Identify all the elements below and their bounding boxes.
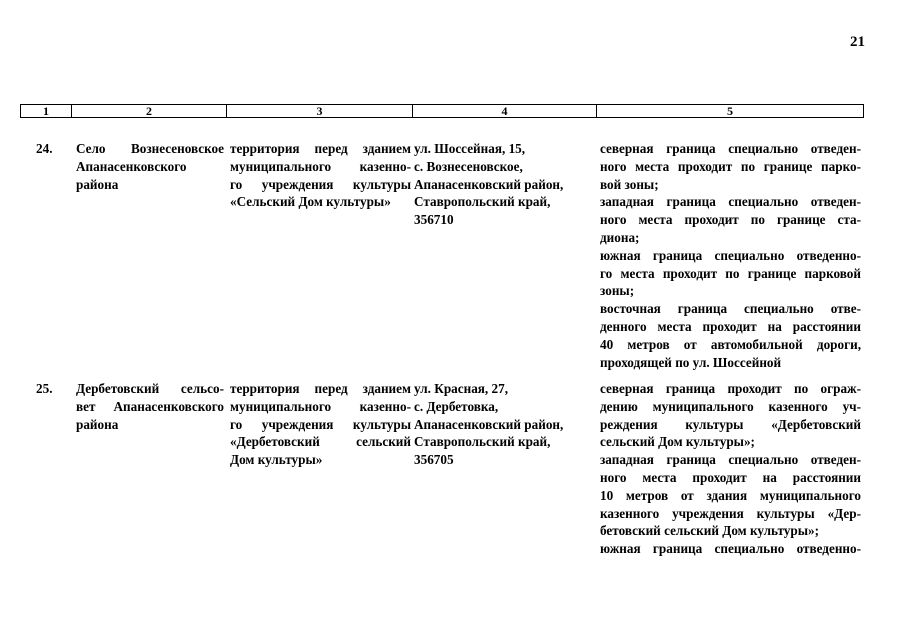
text-line: го места проходит по границе парковой xyxy=(600,265,861,281)
text-line: Дербетовский сельсо- xyxy=(76,381,224,396)
text-line: зоны; xyxy=(600,283,635,299)
text-line: денного места проходит на расстоянии xyxy=(600,318,861,334)
text-line: Апанасенковский район, xyxy=(414,416,564,432)
text-line: диона; xyxy=(600,229,640,245)
text-line: реждения культуры «Дербетовский xyxy=(600,416,861,432)
text-line: западная граница специально отведен- xyxy=(600,194,861,210)
text-line: го учреждения культуры xyxy=(230,176,411,192)
text-line: Ставропольский край, xyxy=(414,434,551,450)
row-number: 24. xyxy=(36,141,53,156)
text-line: ного места проходит по границе парко- xyxy=(600,158,861,174)
column-header-1: 1 xyxy=(21,105,72,117)
text-line: вой зоны; xyxy=(600,176,659,192)
text-line: «Дербетовский сельский xyxy=(230,434,411,450)
page-number: 21 xyxy=(850,34,865,50)
column-header-2: 2 xyxy=(72,105,227,117)
text-line: Дом культуры» xyxy=(230,452,323,468)
text-line: Апанасенковского xyxy=(76,158,187,174)
text-line: «Сельский Дом культуры» xyxy=(230,194,391,210)
text-line: района xyxy=(76,416,119,432)
text-line: ного места проходит по границе ста- xyxy=(600,212,861,228)
text-line: с. Дербетовка, xyxy=(414,398,499,414)
text-line: Село Вознесеновское xyxy=(76,141,224,156)
column-header-3: 3 xyxy=(227,105,413,117)
text-line: проходящей по ул. Шоссейной xyxy=(600,354,782,370)
address-cell xyxy=(414,380,590,469)
text-line: южная граница специально отведенно- xyxy=(600,247,861,263)
text-line: Ставропольский край, xyxy=(414,194,551,210)
row-number: 25. xyxy=(36,381,53,396)
territory-cell xyxy=(230,140,411,211)
settlement-cell xyxy=(76,140,224,193)
text-line: района xyxy=(76,176,119,192)
text-line: 10 метров от здания муниципального xyxy=(600,487,861,503)
text-line: с. Вознесеновское, xyxy=(414,158,523,174)
text-line: муниципального казенно- xyxy=(230,398,411,414)
text-line: западная граница специально отведен- xyxy=(600,452,861,468)
text-line: вет Апанасенковского xyxy=(76,398,224,414)
text-line: территория перед зданием xyxy=(230,381,411,396)
table-header-row xyxy=(20,104,864,118)
text-line: ул. Красная, 27, xyxy=(414,381,509,396)
settlement-cell xyxy=(76,380,224,433)
text-line: территория перед зданием xyxy=(230,141,411,156)
text-line: восточная граница специально отве- xyxy=(600,301,861,317)
territory-cell xyxy=(230,380,411,469)
text-line: ул. Шоссейная, 15, xyxy=(414,141,526,156)
address-cell xyxy=(414,140,590,229)
text-line: бетовский сельский Дом культуры»; xyxy=(600,523,820,539)
text-line: Апанасенковский район, xyxy=(414,176,564,192)
column-header-5: 5 xyxy=(727,104,733,118)
text-line: северная граница проходит по ограж- xyxy=(600,381,861,396)
text-line: южная граница специально отведенно- xyxy=(600,541,861,557)
text-line: го учреждения культуры xyxy=(230,416,411,432)
text-line: 356710 xyxy=(414,212,454,228)
boundaries-cell xyxy=(600,140,861,371)
text-line: 40 метров от автомобильной дороги, xyxy=(600,336,861,352)
column-header-4: 4 xyxy=(413,105,597,117)
text-line: сельский Дом культуры»; xyxy=(600,434,755,450)
text-line: дению муниципального казенного уч- xyxy=(600,398,861,414)
text-line: муниципального казенно- xyxy=(230,158,411,174)
boundaries-cell xyxy=(600,380,861,558)
text-line: 356705 xyxy=(414,452,454,468)
text-line: казенного учреждения культуры «Дер- xyxy=(600,505,861,521)
text-line: северная граница специально отведен- xyxy=(600,141,861,156)
text-line: ного места проходит на расстоянии xyxy=(600,469,861,485)
